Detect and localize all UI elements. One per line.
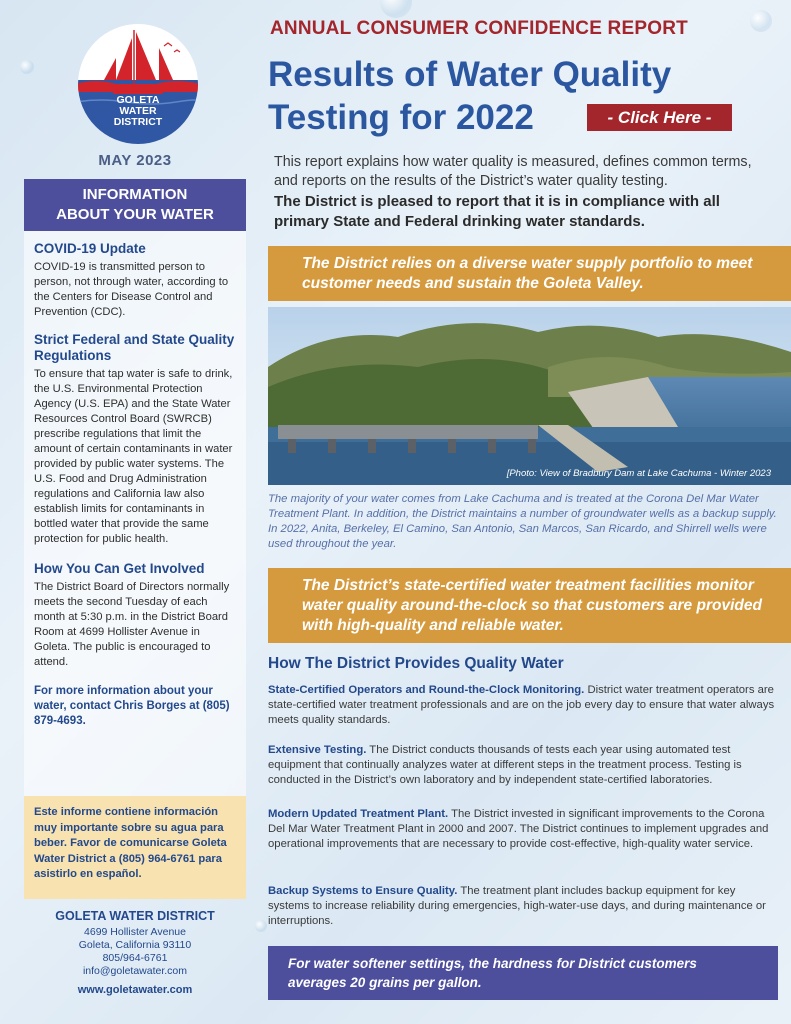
address-street: 4699 Hollister Avenue (84, 926, 186, 938)
report-title-line-1: Results of Water Quality (268, 55, 672, 94)
list-item (268, 884, 778, 928)
logo-line-2: WATER (119, 105, 157, 117)
banner-2-text: The District’s state-certified water treatment facilities monitor water quality around-the-clock so that customers are provided with high-quality and reliable water. (302, 576, 762, 634)
banner-1-text: The District relies on a diverse water supply portfolio to meet customer needs and sustain the Goleta Valley. (302, 254, 753, 292)
item-text: The treatment plant includes backup equipment for key systems to increase reliability during emergencies, high-water-use days, and during maintenance or interruptions. (268, 885, 766, 927)
monitoring-banner (268, 568, 791, 643)
logo-line-1: GOLETA (116, 94, 160, 106)
photo-caption: [Photo: View of Bradbury Dam at Lake Cachuma - Winter 2023 (506, 468, 771, 479)
water-supply-description: The majority of your water comes from Lake Cachuma and is treated at the Corona Del Mar Water Treatment Plant. In addition, the District maintains a number of groundwater wells as a backup supply. In 2022, Anita, Berkeley, El Camino, San Antonio, San Marcos, San Ricardo, and Shirrell wells were used throughout the year. (268, 493, 777, 550)
address-phone: 805/964-6761 (102, 952, 168, 964)
contact-info: For more information about your water, contact Chris Borges at (805) 879-4693. (34, 685, 230, 727)
website-link[interactable]: www.goletawater.com (77, 984, 193, 996)
item-lead: State-Certified Operators and Round-the-Clock Monitoring. (268, 684, 585, 696)
intro-compliance-text: The District is pleased to report that it is in compliance with all primary State and Federal drinking water standards. (274, 193, 720, 230)
report-title-line-2: Testing for 2022 (268, 98, 534, 137)
water-droplet-decoration (255, 920, 267, 932)
item-text: The District invested in significant improvements to the Corona Del Mar Water Treatment Plant in 2000 and 2007. The District continues to implement upgrades and operational improvements that are necessary to provide cost-effective, high-quality water service. (268, 808, 769, 850)
issue-date: MAY 2023 (98, 152, 172, 169)
info-heading-line-2: ABOUT YOUR WATER (56, 206, 214, 223)
info-panel-body (24, 231, 246, 796)
regulations-heading: Strict Federal and State Quality Regulations (34, 332, 235, 363)
report-kicker: ANNUAL CONSUMER CONFIDENCE REPORT (270, 18, 688, 39)
water-softener-note: For water softener settings, the hardness for District customers averages 20 grains per gallon. (268, 946, 778, 1000)
quality-section-title: How The District Provides Quality Water (268, 655, 564, 672)
logo-text (76, 95, 200, 128)
item-text: District water treatment operators are state-certified water treatment professionals and are on the job every day to ensure that water always meets quality standards. (268, 684, 775, 726)
item-lead: Modern Updated Treatment Plant. (268, 808, 449, 820)
get-involved-heading: How You Can Get Involved (34, 561, 205, 576)
address-city: Goleta, California 93110 (78, 939, 192, 951)
item-lead: Backup Systems to Ensure Quality. (268, 885, 458, 897)
list-item (268, 743, 778, 787)
sidebar (24, 0, 246, 1024)
district-address (24, 910, 246, 997)
get-involved-text: The District Board of Directors normally meets the second Tuesday of each month at 5:30 p.m. in the District Board Room at 4699 Hollister Avenue in Goleta. The public is encouraged to attend. (34, 581, 230, 668)
intro-text: This report explains how water quality is measured, defines common terms, and reports on the results of the District’s water quality testing. (274, 154, 752, 189)
address-email[interactable]: info@goletawater.com (82, 965, 188, 977)
water-droplet-decoration (380, 0, 412, 18)
list-item (268, 807, 778, 851)
water-droplet-decoration (750, 10, 772, 32)
address-org: GOLETA WATER DISTRICT (55, 909, 215, 923)
click-here-button[interactable]: - Click Here - (587, 104, 732, 131)
info-panel-heading (24, 179, 246, 231)
info-heading-line-1: INFORMATION (82, 186, 188, 203)
supply-portfolio-banner (268, 246, 791, 301)
item-text: The District conducts thousands of tests each year using automated test equipment that continually analyzes water at different steps in the treatment process. Testing is conducted in the District’s own laboratory and by independent state-certified laboratories. (268, 744, 742, 786)
intro-paragraph (274, 153, 754, 232)
regulations-text: To ensure that tap water is safe to drink, the U.S. Environmental Protection Agency (U.S. EPA) and the State Water Resources Control Board (SWRCB) prescribe regulations that limit the amount of certain contaminants in water provided by public water systems. The U.S. Food and Drug Administration regulations and California law also establish limits for contaminants in bottled water that provide the same protection for public health. (34, 368, 233, 545)
covid-heading: COVID-19 Update (34, 241, 146, 256)
bradbury-dam-photo (268, 307, 791, 485)
item-lead: Extensive Testing. (268, 744, 367, 756)
dam-photo-illustration (268, 307, 791, 485)
list-item (268, 683, 778, 727)
covid-text: COVID-19 is transmitted person to person, not through water, according to the Centers for Disease Control and Prevention (CDC). (34, 261, 229, 318)
spanish-notice: Este informe contiene información muy importante sobre su agua para beber. Favor de comunicarse Goleta Water District a (805) 964-6761 para asistirlo en español. (24, 796, 246, 899)
logo-line-3: DISTRICT (113, 116, 163, 128)
